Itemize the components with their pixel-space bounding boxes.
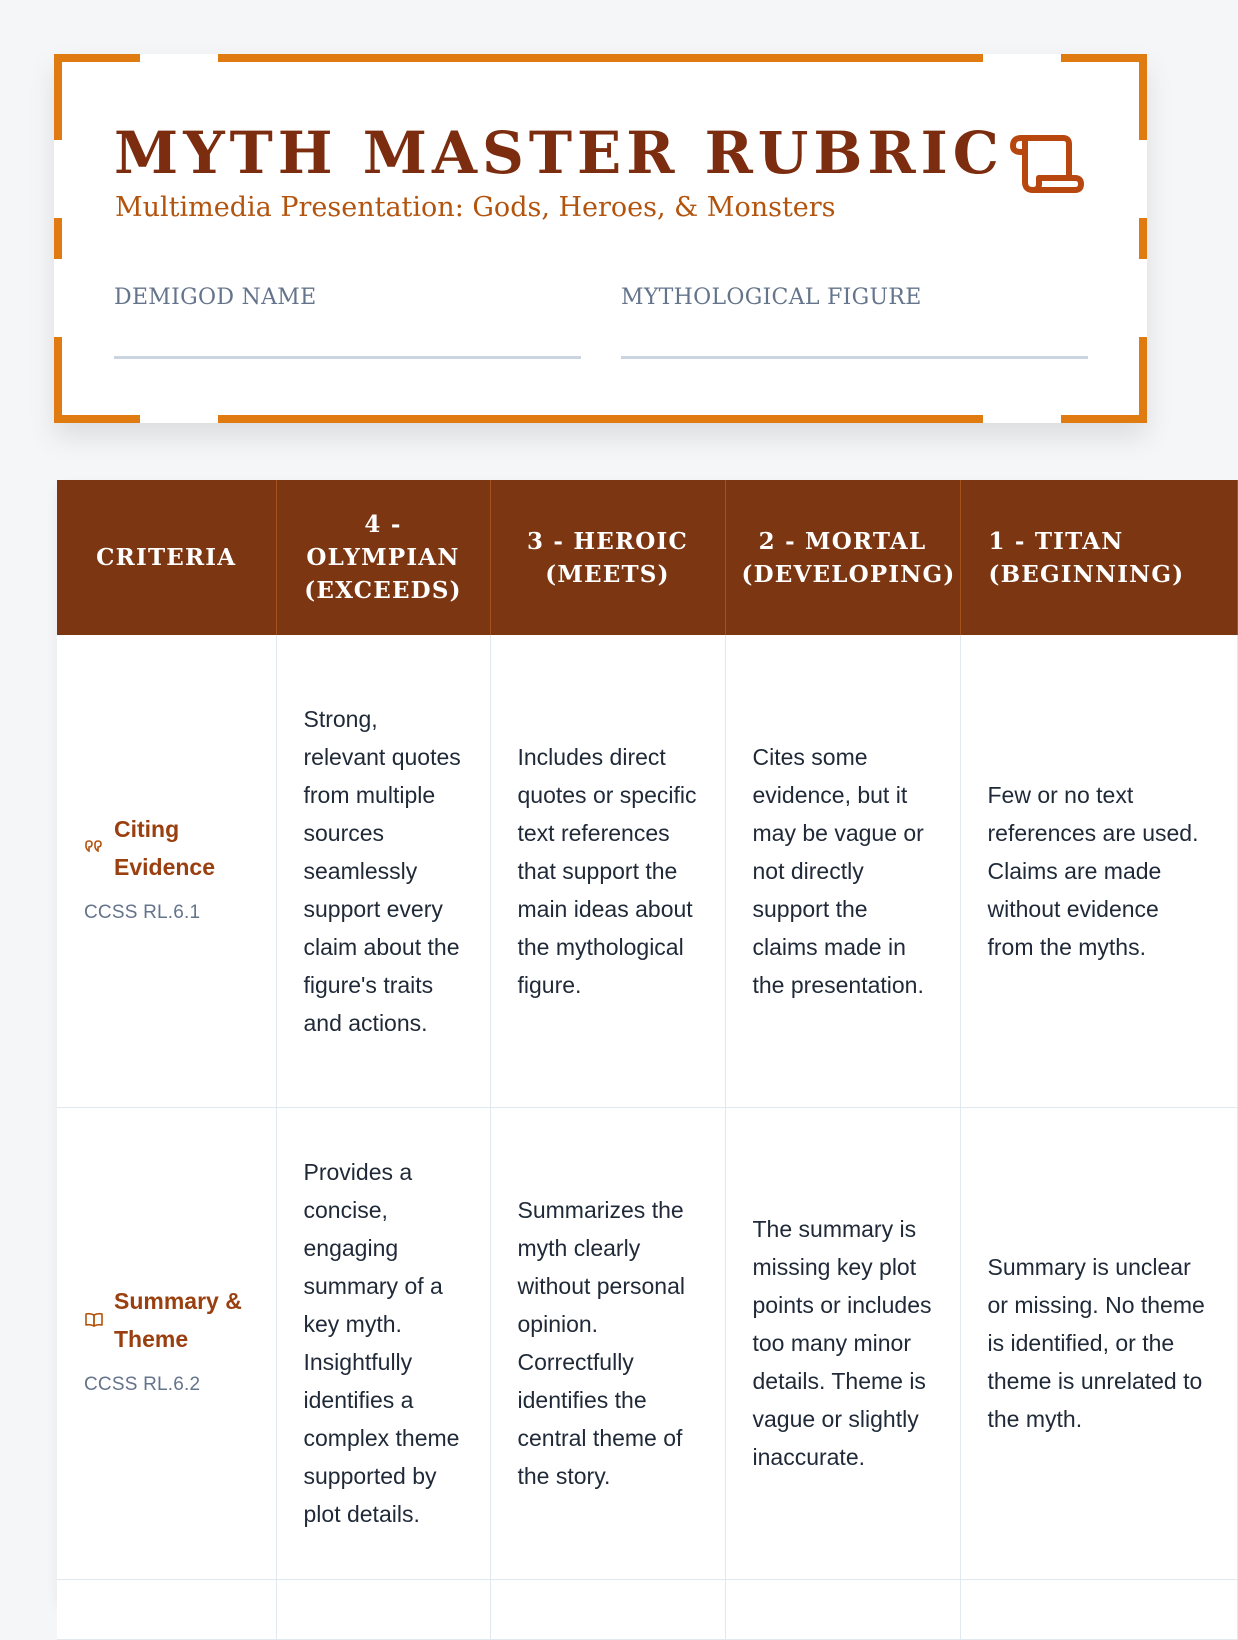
- level-2-cell: Cites some evidence, but it may be vague or not directly support the claims made in the presentation.: [725, 635, 960, 1107]
- table-row: [57, 635, 1237, 1107]
- level-4-cell: Strong, relevant quotes from multiple sources seamlessly support every claim about the figure's traits and actions.: [276, 635, 490, 1107]
- page-subtitle: Multimedia Presentation: Gods, Heroes, & Monsters: [115, 192, 836, 223]
- level-4-cell: Provides a concise, engaging summary of a key myth. Insightfully identifies a complex theme supported by plot details.: [276, 1107, 490, 1579]
- column-header-titan: 1 - TITAN (BEGINNING): [960, 480, 1237, 635]
- criterion-name: Citing Evidence: [114, 815, 215, 880]
- rubric-table: [57, 480, 1238, 1640]
- quote-icon: [84, 838, 104, 858]
- demigod-name-label: DEMIGOD NAME: [114, 285, 317, 310]
- empty-cell: [57, 1579, 276, 1639]
- scroll-icon: [1005, 120, 1085, 200]
- mythological-figure-label: MYTHOLOGICAL FIGURE: [621, 285, 922, 310]
- level-1-cell: Few or no text references are used. Claims are made without evidence from the myths.: [960, 635, 1237, 1107]
- column-header-olympian: 4 - OLYMPIAN (EXCEEDS): [276, 480, 490, 635]
- level-2-cell: The summary is missing key plot points or includes too many minor details. Theme is vague or slightly inaccurate.: [725, 1107, 960, 1579]
- empty-cell: [960, 1579, 1237, 1639]
- corner-notch: [1139, 140, 1147, 218]
- column-header-criteria: CRITERIA: [57, 480, 276, 635]
- column-header-heroic: 3 - HEROIC (MEETS): [490, 480, 725, 635]
- mythological-figure-field[interactable]: [621, 285, 1088, 359]
- criterion-name: Summary & Theme: [114, 1288, 242, 1352]
- page-title: MYTH MASTER RUBRIC: [114, 119, 1004, 187]
- criterion-standard: CCSS RL.6.2: [84, 1374, 201, 1395]
- corner-notch: [54, 140, 62, 218]
- column-header-mortal: 2 - MORTAL (DEVELOPING): [725, 480, 960, 635]
- rubric-table-container: [57, 480, 1205, 1600]
- level-3-cell: Includes direct quotes or specific text references that support the main ideas about the mythological figure.: [490, 635, 725, 1107]
- demigod-name-field[interactable]: [114, 285, 581, 359]
- rubric-header-card: [54, 54, 1147, 423]
- corner-notch: [1139, 259, 1147, 337]
- corner-notch: [983, 54, 1061, 62]
- corner-notch: [140, 415, 218, 423]
- corner-notch: [983, 415, 1061, 423]
- level-1-cell: Summary is unclear or missing. No theme is identified, or the theme is unrelated to the myth.: [960, 1107, 1237, 1579]
- mythological-figure-line[interactable]: [621, 356, 1088, 359]
- book-open-icon: [84, 1310, 104, 1330]
- rubric-header-row: [57, 480, 1237, 635]
- criterion-standard: CCSS RL.6.1: [84, 901, 201, 923]
- empty-cell: [725, 1579, 960, 1639]
- level-3-cell: Summarizes the myth clearly without personal opinion. Correctfully identifies the central theme of the story.: [490, 1107, 725, 1579]
- empty-cell: [276, 1579, 490, 1639]
- corner-notch: [54, 259, 62, 337]
- corner-notch: [140, 54, 218, 62]
- criterion-cell: [57, 1107, 276, 1579]
- table-row: [57, 1579, 1237, 1639]
- demigod-name-line[interactable]: [114, 356, 581, 359]
- table-row: [57, 1107, 1237, 1579]
- empty-cell: [490, 1579, 725, 1639]
- criterion-cell: [57, 635, 276, 1107]
